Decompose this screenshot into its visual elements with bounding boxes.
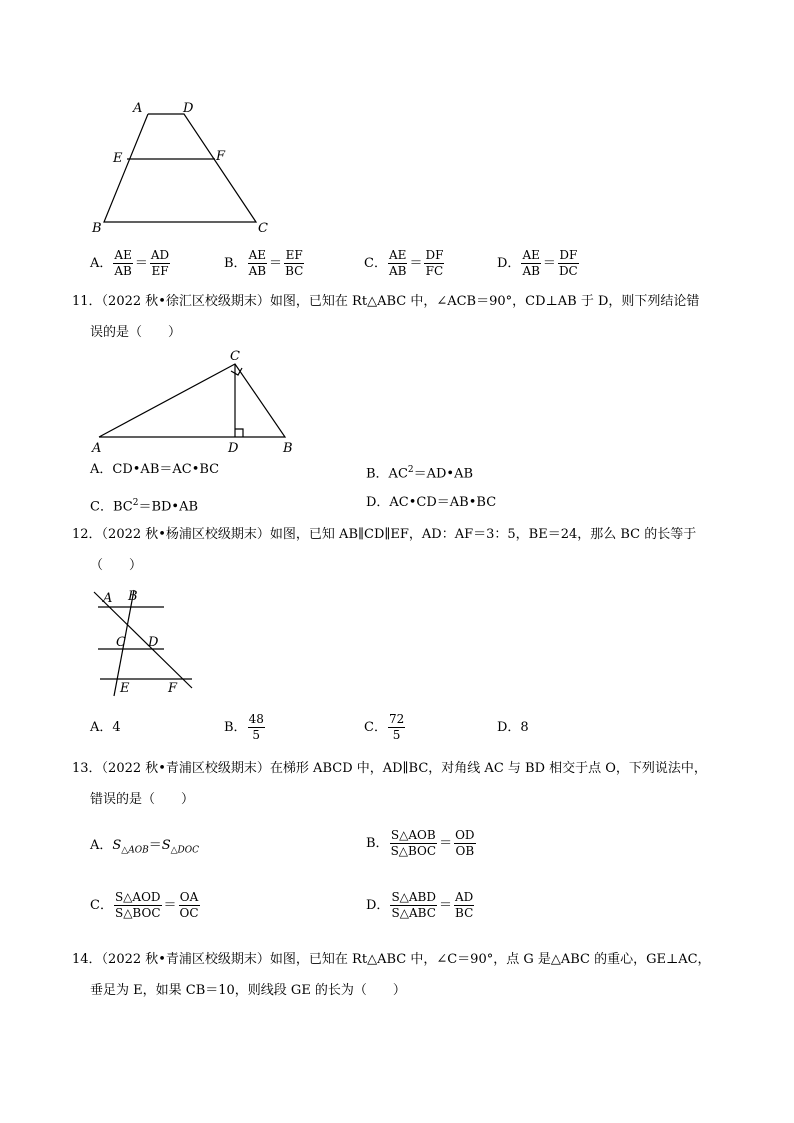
- q11-stem-line1: 11．（2022 秋•徐汇区校级期末）如图，已知在 Rt△ABC 中，∠ACB＝90°，CD⊥AB 于 D，则下列结论错: [72, 294, 700, 309]
- q11-option-c[interactable]: C．$BC^2=BD•AB$: [90, 498, 199, 515]
- q11-option-b[interactable]: B．$AC^2=AD•AB$: [366, 465, 474, 482]
- q10-option-a[interactable]: A． $\frac{AE}{AB}$ ＝ $\frac{AD}{EF}$: [90, 248, 170, 278]
- fig10-label-D: D: [183, 101, 194, 116]
- q13-option-c[interactable]: C． $\frac{\text{S△AOD}}{\text{S△BOC}}$ ＝ $\frac{OA}{OC}$: [90, 890, 199, 920]
- q14-stem-line1: 14．（2022 秋•青浦区校级期末）如图，已知在 Rt△ABC 中，∠C＝90°，点 G 是△ABC 的重心，GE⊥AC，: [72, 952, 711, 967]
- q12-stem-line2: （ ）: [90, 558, 143, 573]
- fig11-label-B: B: [283, 441, 293, 456]
- q11-option-a[interactable]: A．CD•AB＝AC•BC: [90, 462, 220, 477]
- fig12-label-A: A: [103, 591, 113, 606]
- fig12-label-B: B: [128, 589, 138, 604]
- trapezoid-figure: [90, 100, 280, 240]
- fig12-label-E: E: [120, 681, 130, 696]
- fig12-label-C: C: [116, 635, 126, 650]
- q12-option-a[interactable]: A．4: [90, 720, 121, 735]
- q11-option-d[interactable]: D．AC•CD＝AB•BC: [366, 495, 497, 510]
- q13-option-b[interactable]: B． $\frac{\text{S△AOB}}{\text{S△BOC}}$ ＝ $\frac{OD}{OB}$: [366, 828, 475, 858]
- q13-option-d[interactable]: D． $\frac{\text{S△ABD}}{\text{S△ABC}}$ ＝ $\frac{AD}{BC}$: [366, 890, 474, 920]
- q14-stem-line2: 垂足为 E，如果 CB＝10，则线段 GE 的长为（ ）: [90, 983, 406, 998]
- right-triangle-figure: [90, 355, 300, 445]
- fig10-label-B: B: [92, 221, 102, 236]
- q12-option-c[interactable]: C． $\frac{72}{5}$: [364, 712, 405, 742]
- fig10-label-F: F: [216, 149, 226, 164]
- q13-stem-line1: 13．（2022 秋•青浦区校级期末）在梯形 ABCD 中，AD∥BC，对角线 AC 与 BD 相交于点 O，下列说法中，: [72, 761, 707, 776]
- fig10-label-A: A: [133, 101, 143, 116]
- q12-option-b[interactable]: B． $\frac{48}{5}$: [224, 712, 264, 742]
- q12-option-d[interactable]: D．8: [497, 720, 529, 735]
- q10-option-c[interactable]: C． $\frac{AE}{AB}$ ＝ $\frac{DF}{FC}$: [364, 248, 444, 278]
- q11-stem-line2: 误的是（ ）: [90, 325, 182, 340]
- fig12-label-D: D: [148, 635, 159, 650]
- fig12-label-F: F: [168, 681, 178, 696]
- q10-option-d[interactable]: D． $\frac{AE}{AB}$ ＝ $\frac{DF}{DC}$: [497, 248, 578, 278]
- fig11-label-A: A: [92, 441, 102, 456]
- fig10-label-E: E: [113, 151, 123, 166]
- q13-stem-line2: 错误的是（ ）: [90, 792, 195, 807]
- q10-option-b[interactable]: B． $\frac{AE}{AB}$ ＝ $\frac{EF}{BC}$: [224, 248, 304, 278]
- fig11-label-D: D: [228, 441, 239, 456]
- fig11-label-C: C: [230, 349, 240, 364]
- fig10-label-C: C: [258, 221, 268, 236]
- q12-stem-line1: 12．（2022 秋•杨浦区校级期末）如图，已知 AB∥CD∥EF，AD：AF＝3：5，BE＝24，那么 BC 的长等于: [72, 527, 697, 542]
- q13-option-a[interactable]: A．$S_{\triangle AOB}=S_{\triangle DOC}$: [90, 838, 200, 856]
